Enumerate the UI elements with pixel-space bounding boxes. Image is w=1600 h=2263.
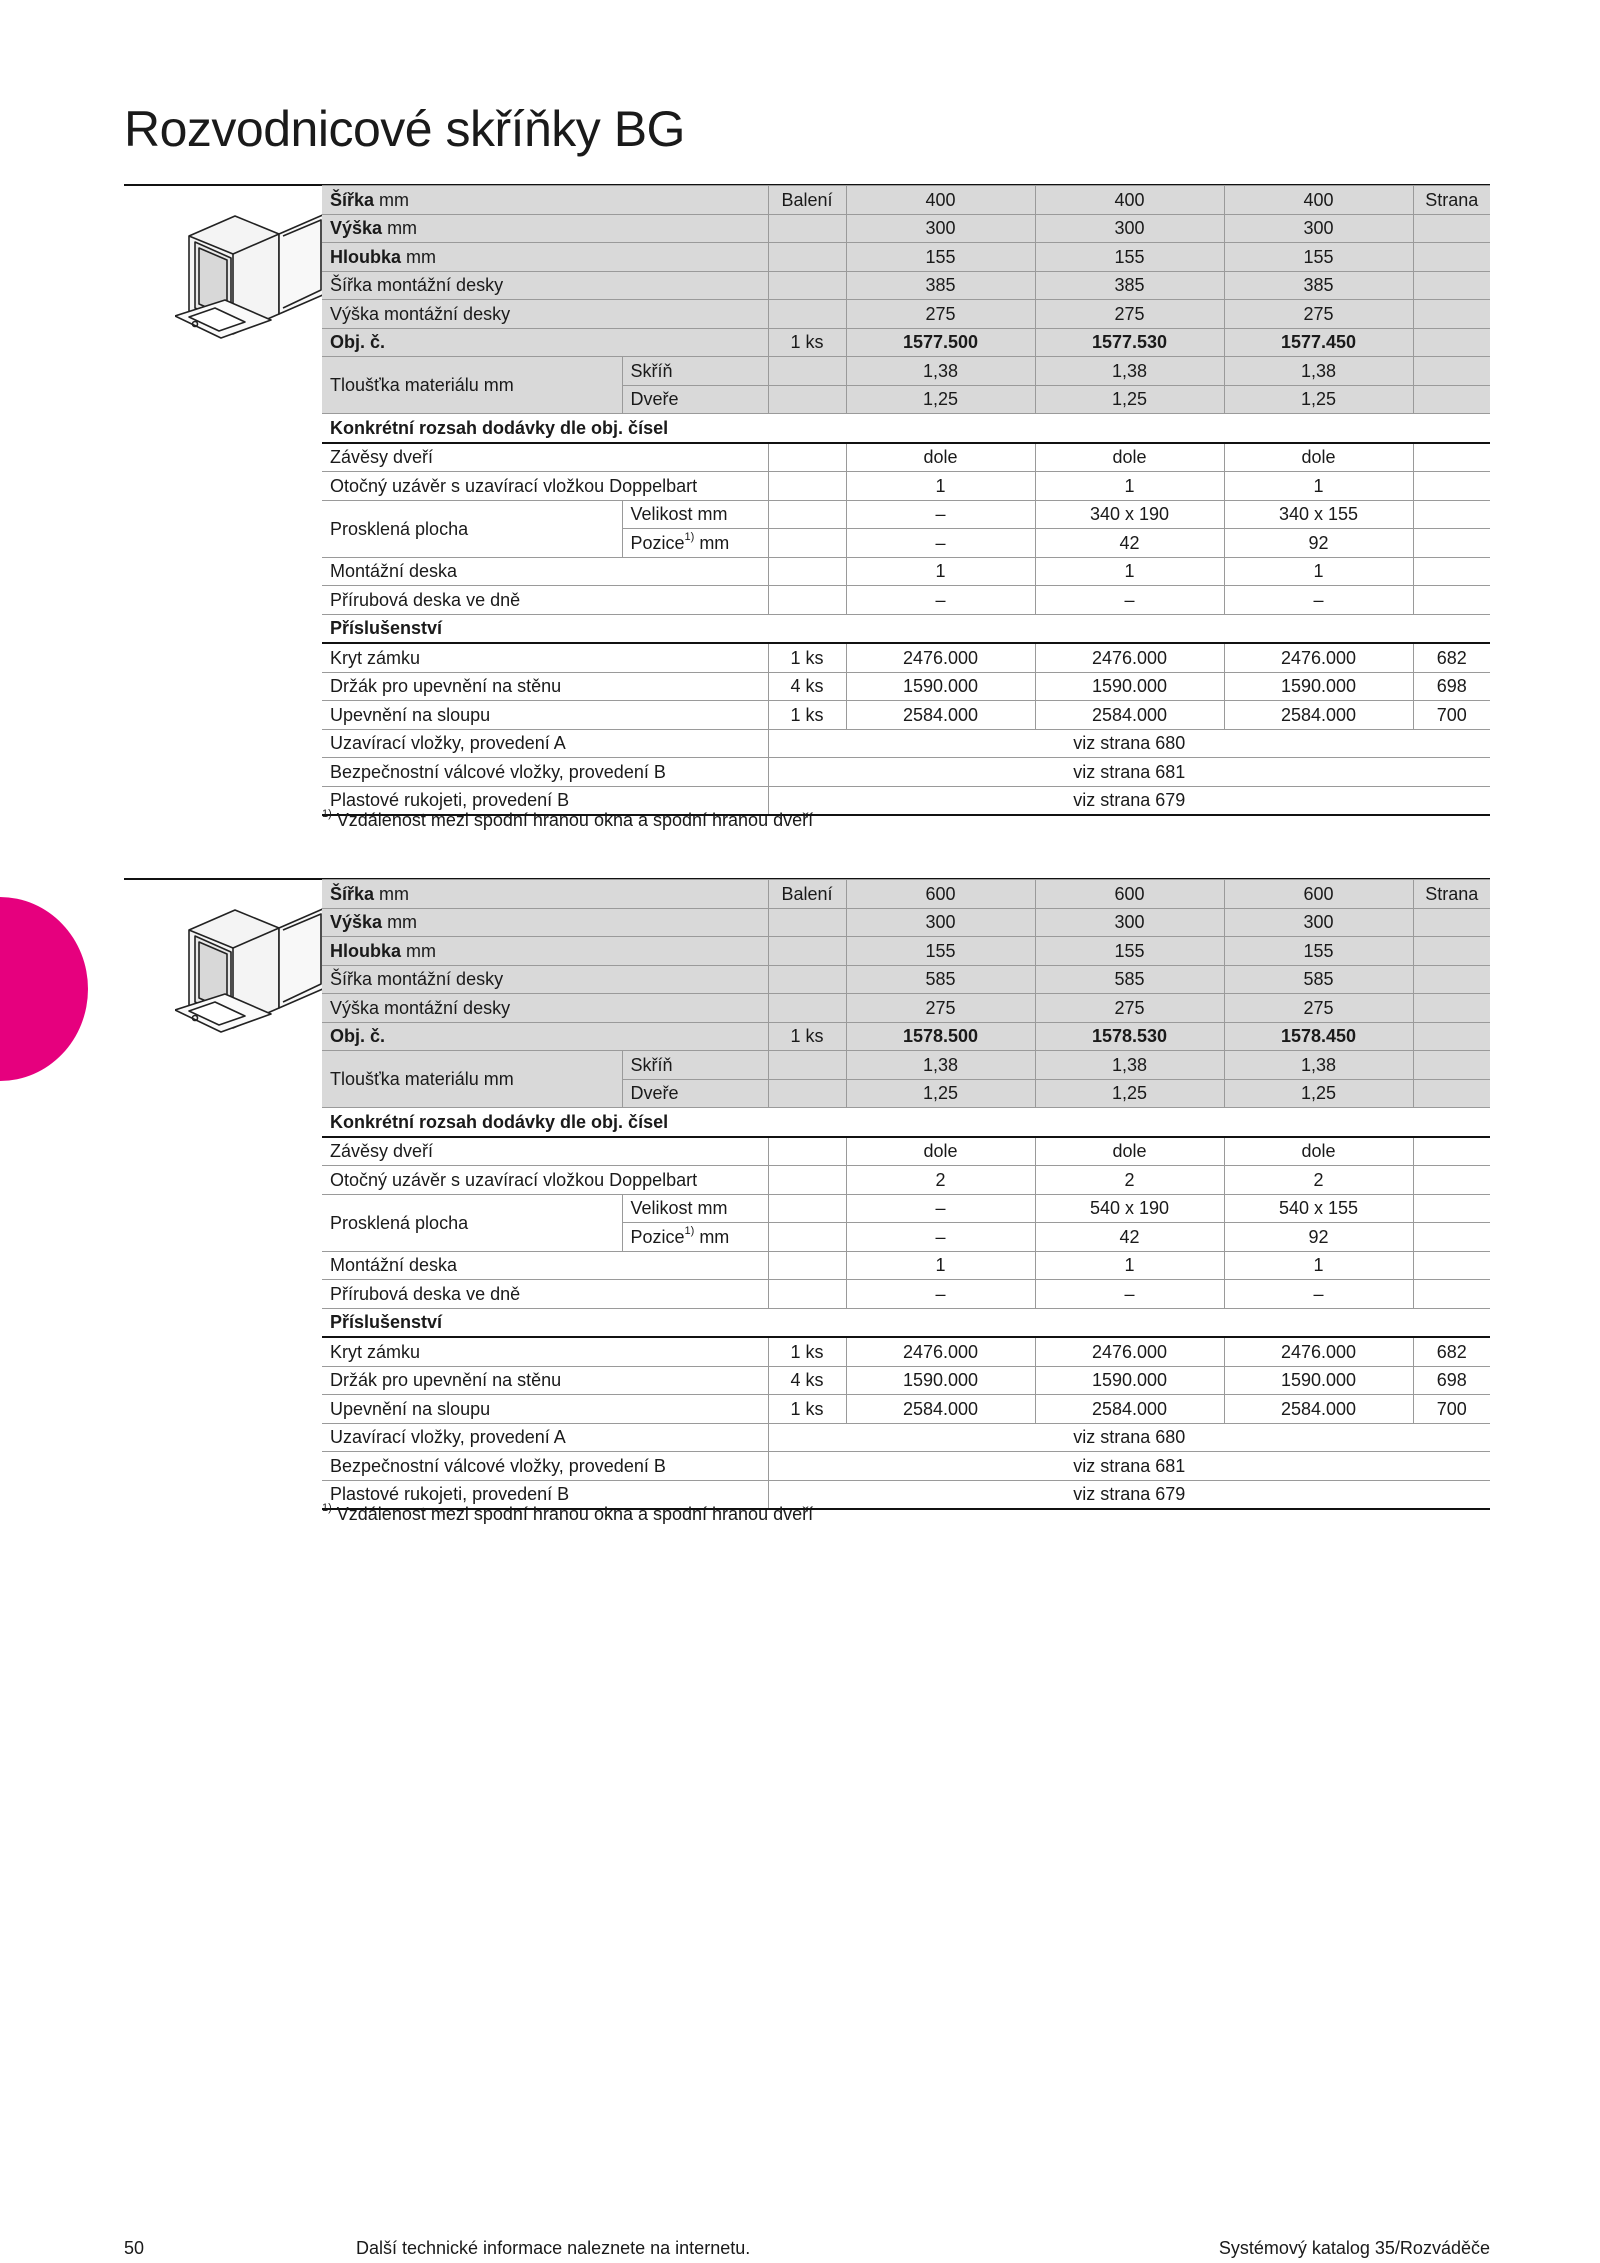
row-plate-height: Výška montážní desky 275 275 275 — [322, 300, 1490, 329]
row-depth: Hloubka mm 155 155 155 — [322, 243, 1490, 272]
row-accessories-header: Příslušenství — [322, 614, 1490, 643]
row-glazing-size: Prosklená plocha Velikost mm – 540 x 190 540 x 155 — [322, 1194, 1490, 1223]
row-handles: Plastové rukojeti, provedení B viz strana 679 — [322, 786, 1490, 815]
footnote: $^{1)}$ Vzdálenost mezi spodní hranou okna a spodní hranou dveří — [322, 1502, 814, 1524]
row-thickness-body: Tloušťka materiálu mm Skříň 1,38 1,38 1,38 — [322, 1051, 1490, 1080]
row-wall-bracket: Držák pro upevnění na stěnu 4 ks 1590.000 1590.000 1590.000 698 — [322, 1366, 1490, 1395]
footer-info: Další technické informace naleznete na internetu. — [356, 2238, 751, 2258]
row-scope-header: Konkrétní rozsah dodávky dle obj. čísel — [322, 414, 1490, 443]
row-order-number: Obj. č. 1 ks 1577.500 1577.530 1577.450 — [322, 328, 1490, 357]
section-tab-marker — [0, 897, 88, 1081]
row-plate-width: Šířka montážní desky 385 385 385 — [322, 271, 1490, 300]
spec-table — [322, 185, 1490, 816]
row-lock-cover: Kryt zámku 1 ks 2476.000 2476.000 2476.000 682 — [322, 1337, 1490, 1366]
row-inserts-a: Uzavírací vložky, provedení A viz strana 680 — [322, 729, 1490, 758]
row-inserts-b: Bezpečnostní válcové vložky, provedení B viz strana 681 — [322, 1452, 1490, 1481]
row-inserts-b: Bezpečnostní válcové vložky, provedení B viz strana 681 — [322, 758, 1490, 787]
row-lock: Otočný uzávěr s uzavírací vložkou Doppelbart 1 1 1 — [322, 472, 1490, 501]
row-width: Šířka mm Balení 600 600 600 Strana — [322, 880, 1490, 909]
row-hinges: Závěsy dveří dole dole dole — [322, 443, 1490, 472]
row-height: Výška mm 300 300 300 — [322, 214, 1490, 243]
row-accessories-header: Příslušenství — [322, 1308, 1490, 1337]
row-glazing-size: Prosklená plocha Velikost mm – 340 x 190 340 x 155 — [322, 500, 1490, 529]
row-glazing-position: Pozice$^{1)}$ mm – 42 92 — [322, 1223, 1490, 1252]
enclosure-illustration — [175, 890, 335, 1040]
row-gland-plate: Přírubová deska ve dně – – – — [322, 1280, 1490, 1309]
row-pole-mount: Upevnění na sloupu 1 ks 2584.000 2584.000 2584.000 700 — [322, 701, 1490, 730]
row-lock: Otočný uzávěr s uzavírací vložkou Doppelbart 2 2 2 — [322, 1166, 1490, 1195]
footer-catalog: Systémový katalog 35/Rozváděče — [1218, 2238, 1490, 2258]
row-scope-header: Konkrétní rozsah dodávky dle obj. čísel — [322, 1108, 1490, 1137]
page-title: Rozvodnicové skříňky BG — [124, 101, 685, 157]
row-depth: Hloubka mm 155 155 155 — [322, 937, 1490, 966]
row-mounting-plate: Montážní deska 1 1 1 — [322, 1251, 1490, 1280]
row-hinges: Závěsy dveří dole dole dole — [322, 1137, 1490, 1166]
row-wall-bracket: Držák pro upevnění na stěnu 4 ks 1590.000 1590.000 1590.000 698 — [322, 672, 1490, 701]
row-mounting-plate: Montážní deska 1 1 1 — [322, 557, 1490, 586]
spec-table — [322, 879, 1490, 1510]
row-width: Šířka mm Balení 400 400 400 Strana — [322, 186, 1490, 215]
row-plate-width: Šířka montážní desky 585 585 585 — [322, 965, 1490, 994]
row-plate-height: Výška montážní desky 275 275 275 — [322, 994, 1490, 1023]
row-height: Výška mm 300 300 300 — [322, 908, 1490, 937]
page-number: 50 — [124, 2238, 145, 2258]
row-gland-plate: Přírubová deska ve dně – – – — [322, 586, 1490, 615]
row-pole-mount: Upevnění na sloupu 1 ks 2584.000 2584.000 2584.000 700 — [322, 1395, 1490, 1424]
row-glazing-position: Pozice$^{1)}$ mm – 42 92 — [322, 529, 1490, 558]
footnote: $^{1)}$ Vzdálenost mezi spodní hranou okna a spodní hranou dveří — [322, 808, 814, 830]
row-thickness-door: Dveře 1,25 1,25 1,25 — [322, 385, 1490, 414]
enclosure-illustration — [175, 196, 335, 346]
row-inserts-a: Uzavírací vložky, provedení A viz strana 680 — [322, 1423, 1490, 1452]
row-lock-cover: Kryt zámku 1 ks 2476.000 2476.000 2476.000 682 — [322, 643, 1490, 672]
row-handles: Plastové rukojeti, provedení B viz strana 679 — [322, 1480, 1490, 1509]
row-thickness-door: Dveře 1,25 1,25 1,25 — [322, 1079, 1490, 1108]
row-order-number: Obj. č. 1 ks 1578.500 1578.530 1578.450 — [322, 1022, 1490, 1051]
row-thickness-body: Tloušťka materiálu mm Skříň 1,38 1,38 1,38 — [322, 357, 1490, 386]
